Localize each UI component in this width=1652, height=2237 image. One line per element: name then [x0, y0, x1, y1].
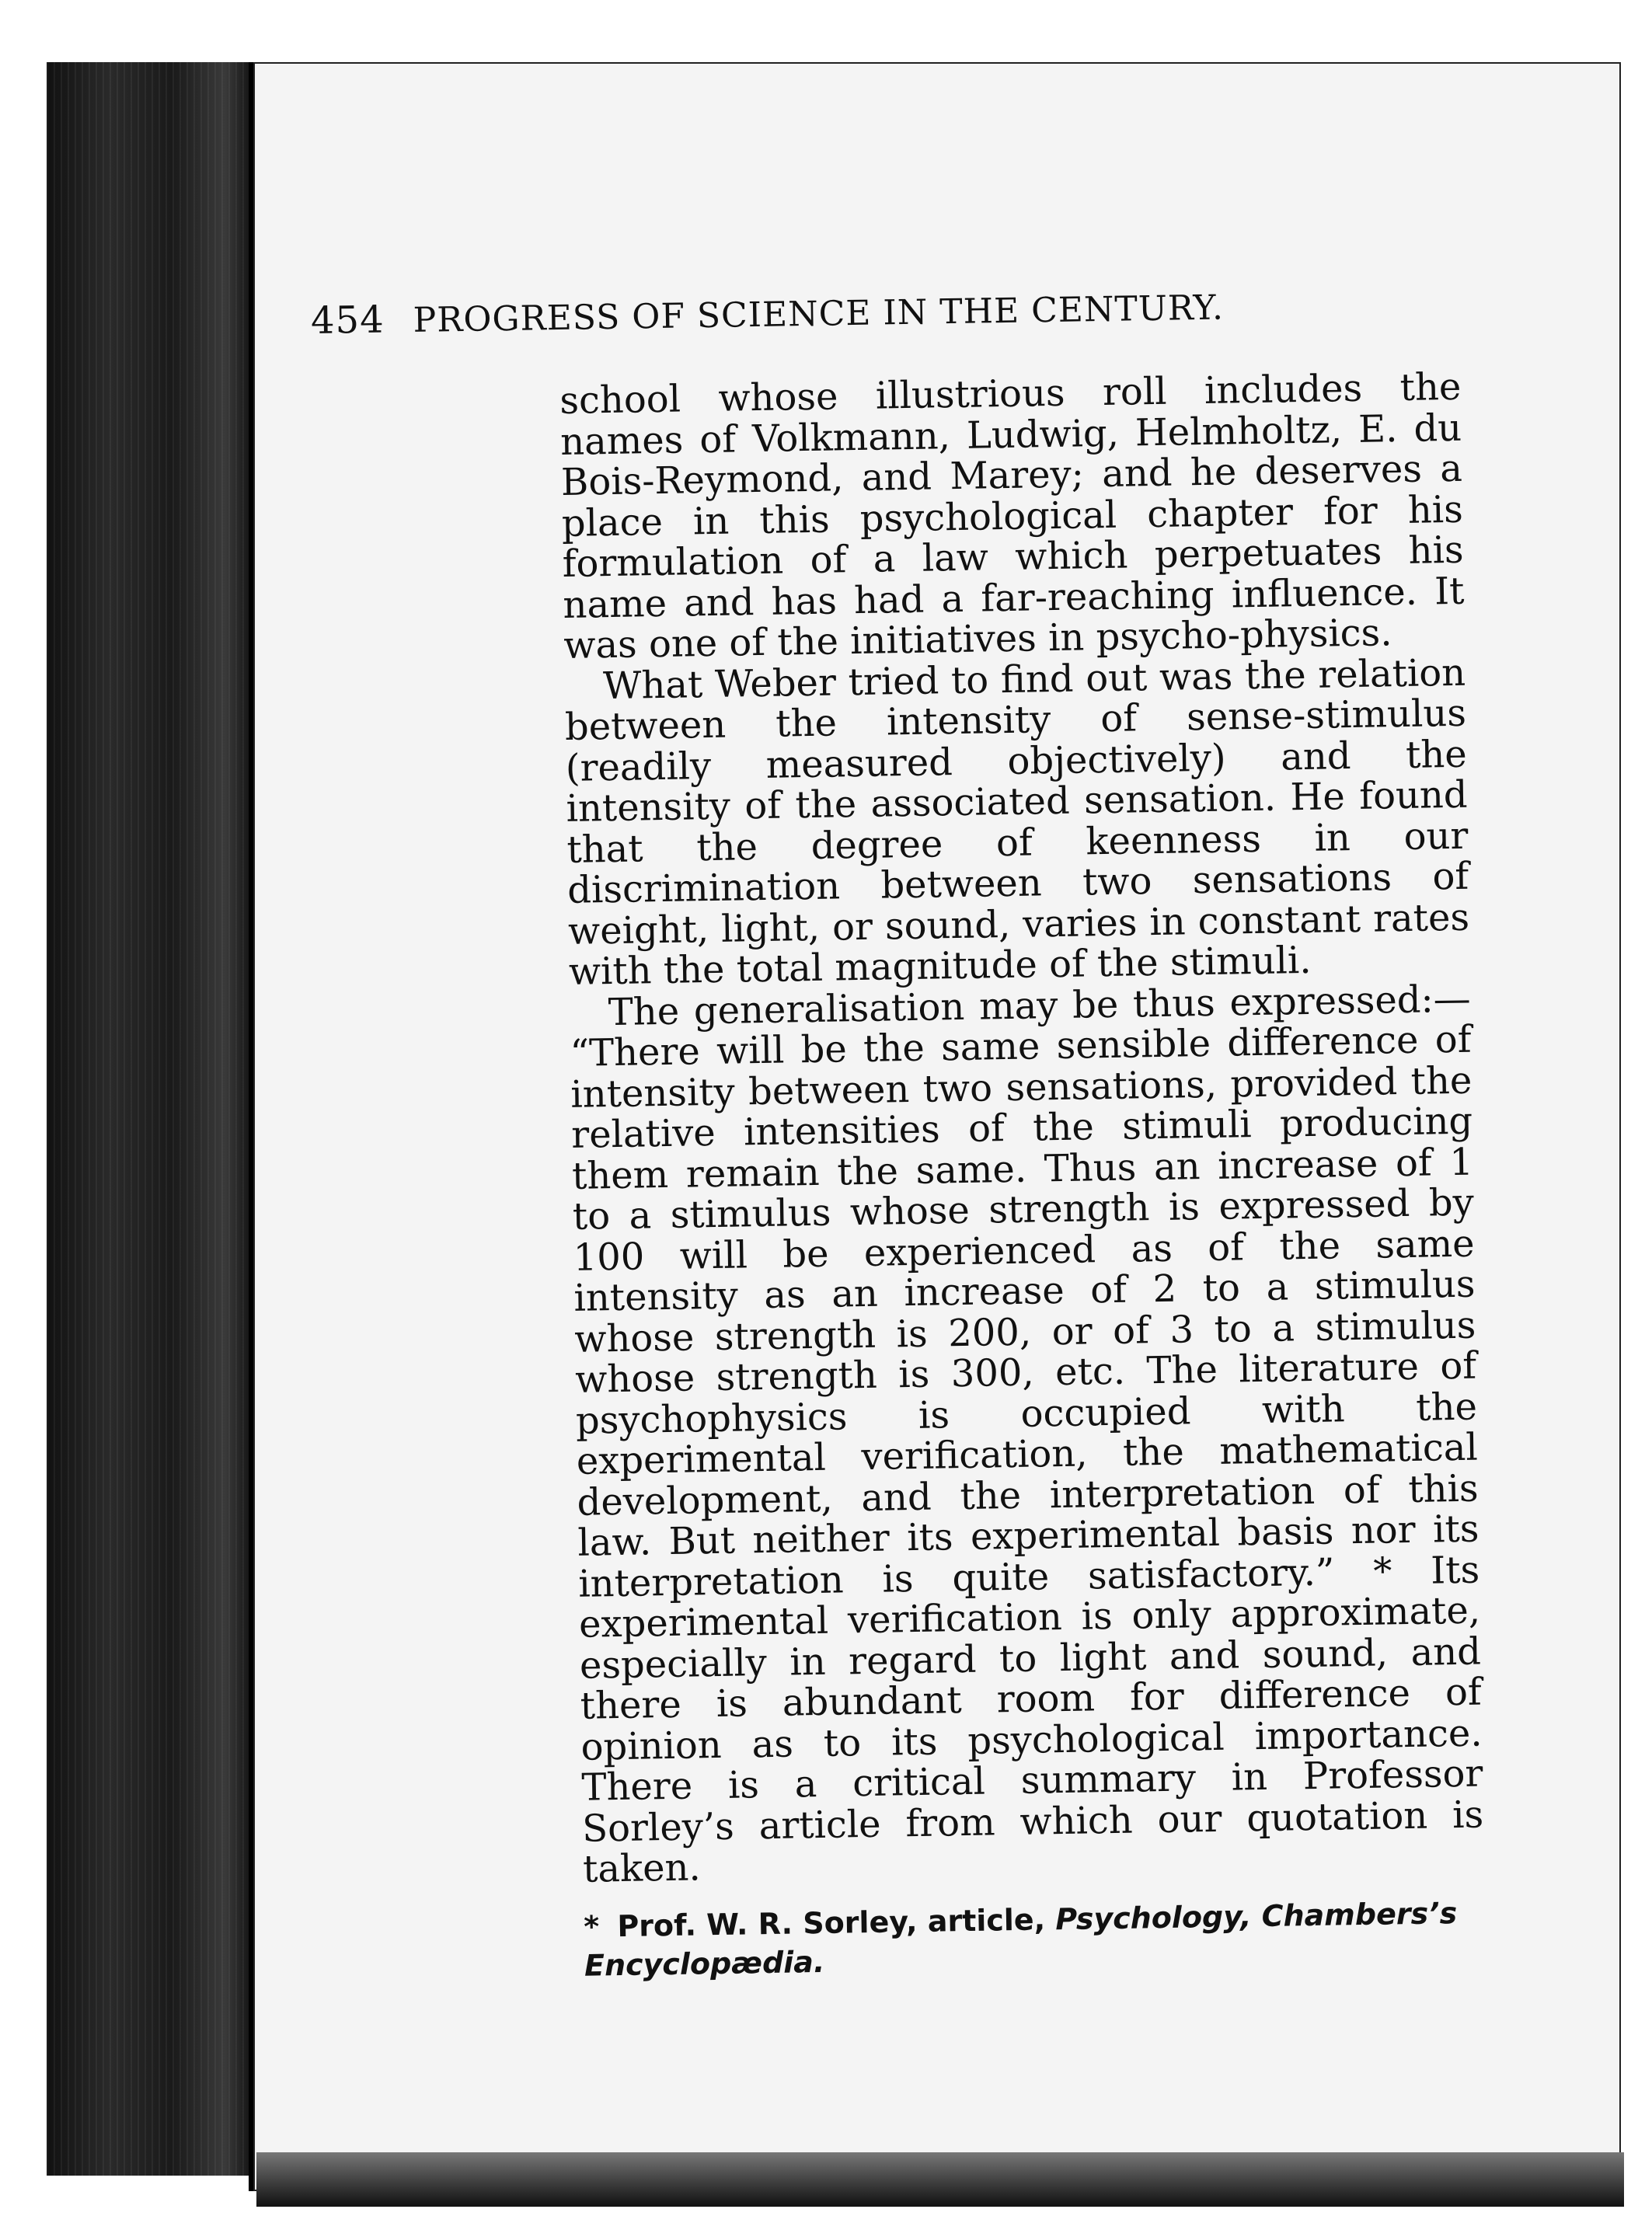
paragraph-3: The generalisation may be thus expressed:— “There will be the same sensible difference of intensity between two sensations, provided the relative intensities of the stimuli producing them remain the same. Thus an increase of 1 to a stimulus whose strength is expressed by 100 will be experienced as of the same intensity as an increase of 2 to a stimulus whose strength is 200, or of 3 to a stimulus whose strength is 300, etc. The literature of psychophysics is occupied with the experimental verification, the mathematical development, and the interpretation of this law. But neither its experimental basis nor its interpretation is quite satisfactory.” * Its experimental verification is only approximate, especially in regard to light and sound, and there is abundant room for difference of opinion as to its psychological importance. There is a critical summary in Professor Sorley’s article from which our quotation is taken. [570, 977, 1484, 1891]
paragraph-1: school whose illustrious roll includes the names of Volkmann, Ludwig, Helmholtz, E. du Bois-Reymond, and Marey; and he deserves a place in this psychological chapter for his formulation of a law which perpetuates his name and has had a far-reaching influence. It was one of the initiatives in psycho-physics. [559, 364, 1465, 667]
page-bottom-edge [256, 2152, 1624, 2207]
footnote-mark: * [583, 1908, 600, 1944]
body-text [559, 364, 1486, 1984]
footnote-text: Prof. W. R. Sorley, article, [617, 1901, 1046, 1943]
paragraph-2: What Weber tried to find out was the relation between the intensity of sense-stimulus (readily measured objectively) and the intensity of the associated sensation. He found that the degree of keenness in our discrimination between two sensations of weight, light, or sound, varies in constant rates with the total magnitude of the stimuli. [564, 650, 1470, 994]
page-number: 454 [310, 298, 385, 343]
footnote-source: Psychology, Chambers’s Encyclopædia. [584, 1895, 1458, 1983]
footnote [584, 1893, 1486, 1984]
book-spine [47, 62, 256, 2176]
running-title: PROGRESS OF SCIENCE IN THE CENTURY. [413, 287, 1225, 340]
spine-texture [47, 62, 256, 2176]
